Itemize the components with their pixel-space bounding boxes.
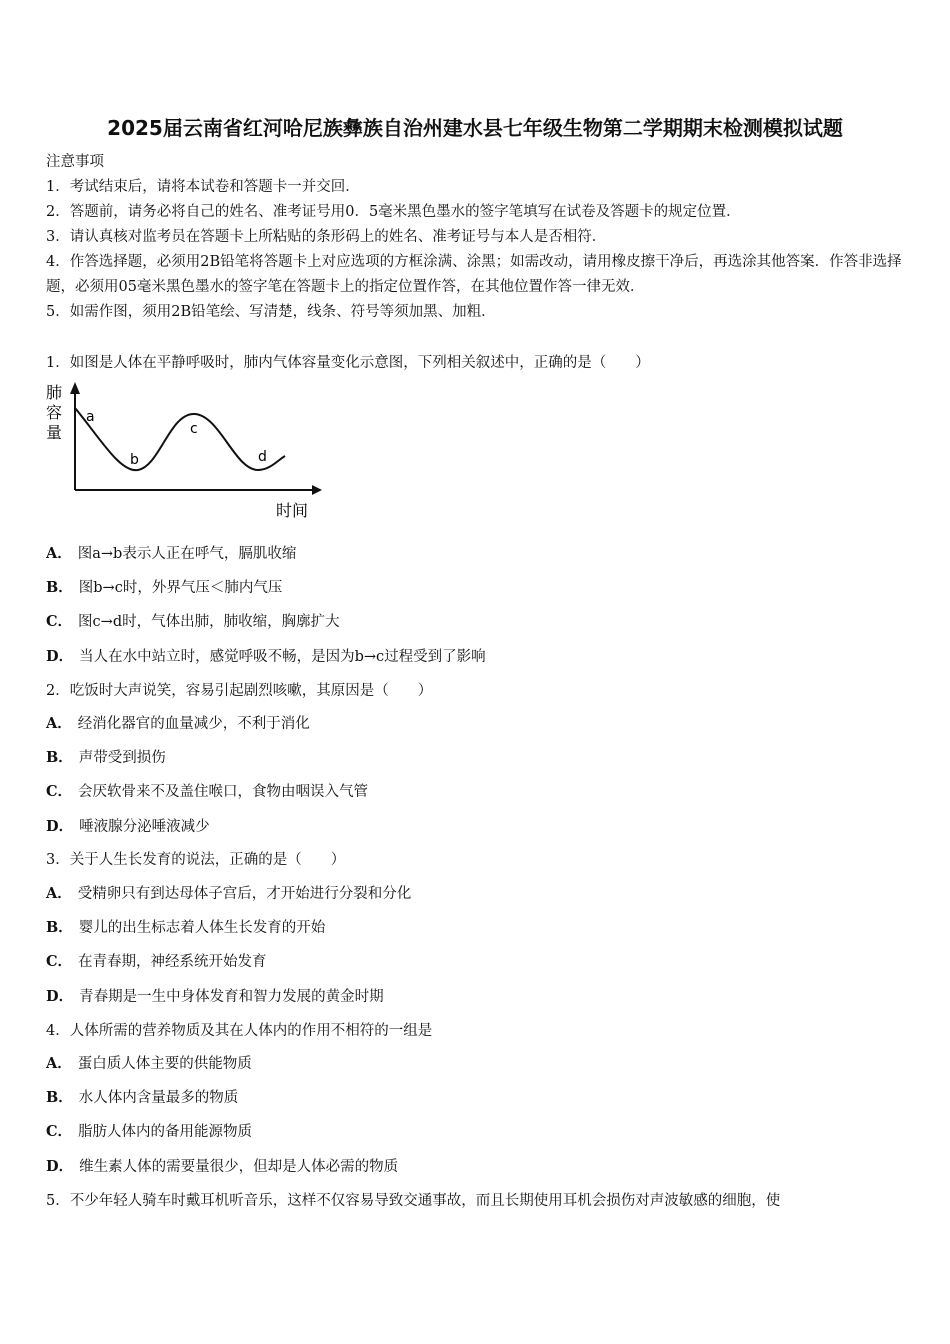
option [46, 1086, 238, 1107]
notice-item: 3．请认真核对监考员在答题卡上所粘贴的条形码上的姓名、准考证号与本人是否相符． [46, 229, 607, 245]
point-label-d: d [258, 449, 267, 465]
y-label-char: 容 [46, 403, 63, 422]
option [46, 1155, 398, 1176]
option-text: 青春期是一生中身体发育和智力发展的黄金时期 [79, 989, 384, 1005]
option-text: 当人在水中站立时，感觉呼吸不畅，是因为b→c过程受到了影响 [79, 649, 486, 665]
option-label: B． [46, 1089, 73, 1106]
lung-volume-figure [40, 378, 330, 524]
question-5-stem: 5．不少年轻人骑车时戴耳机听音乐，这样不仅容易导致交通事故，而且长期使用耳机会损伤对声波敏感的细胞，使 [46, 1193, 781, 1209]
y-label-char: 量 [46, 423, 63, 442]
notice-item: 4．作答选择题，必须用2B铅笔将答题卡上对应选项的方框涂满、涂黑；如需改动，请用橡皮擦干净后，再选涂其他答案．作答非选择题，必须用05毫米黑色墨水的签字笔在答题卡上的指定位置作答，在其他位置作答一律无效． [46, 254, 902, 295]
question-4-stem: 4．人体所需的营养物质及其在人体内的作用不相符的一组是 [46, 1023, 433, 1039]
point-label-b: b [130, 452, 139, 468]
option-label: A． [46, 715, 72, 732]
option-text: 水人体内含量最多的物质 [78, 1090, 239, 1106]
option-text: 声带受到损伤 [78, 750, 166, 766]
notice-item: 2．答题前，请务必将自己的姓名、准考证号用0．5毫米黑色墨水的签字笔填写在试卷及答题卡的规定位置． [46, 204, 741, 220]
option-text: 脂肪人体内的备用能源物质 [78, 1124, 253, 1140]
option-label: A． [46, 885, 72, 902]
point-label-c: c [190, 421, 198, 437]
option-text: 经消化器官的血量减少，不利于消化 [77, 716, 310, 732]
option-label: D． [46, 988, 74, 1005]
option [46, 746, 166, 767]
option [46, 712, 310, 733]
question-3-stem: 3．关于人生长发育的说法，正确的是（ ） [46, 852, 346, 868]
option-label: D． [46, 1158, 74, 1175]
option-text: 图b→c时，外界气压＜肺内气压 [78, 580, 283, 596]
option [46, 985, 384, 1006]
option-label: B． [46, 749, 73, 766]
option-label: C． [46, 953, 73, 970]
option-label: A． [46, 1055, 72, 1072]
option-label: B． [46, 579, 73, 596]
option [46, 1120, 252, 1141]
question-2-stem: 2．吃饭时大声说笑，容易引起剧烈咳嗽，其原因是（ ） [46, 683, 433, 699]
option [46, 882, 411, 903]
notice-heading: 注意事项 [46, 154, 104, 170]
option-label: D． [46, 818, 74, 835]
option [46, 610, 340, 631]
option-text: 蛋白质人体主要的供能物质 [77, 1056, 252, 1072]
option-text: 唾液腺分泌唾液减少 [79, 819, 210, 835]
option-text: 婴儿的出生标志着人体生长发育的开始 [78, 920, 326, 936]
y-label-char: 肺 [46, 383, 63, 402]
option [46, 576, 282, 597]
option-text: 图a→b表示人正在呼气，膈肌收缩 [77, 546, 297, 562]
point-label-a: a [86, 409, 95, 425]
option [46, 780, 368, 801]
option-label: D． [46, 648, 74, 665]
option [46, 916, 325, 937]
x-label: 时间 [276, 501, 309, 520]
option-label: C． [46, 783, 73, 800]
option [46, 1052, 252, 1073]
option-text: 受精卵只有到达母体子宫后，才开始进行分裂和分化 [77, 886, 412, 902]
document-title: 2025届云南省红河哈尼族彝族自治州建水县七年级生物第二学期期末检测模拟试题 [107, 116, 843, 140]
option-text: 在青春期，神经系统开始发育 [78, 954, 267, 970]
option [46, 645, 486, 666]
option-label: C． [46, 1123, 73, 1140]
option [46, 542, 296, 563]
question-1-stem: 1．如图是人体在平静呼吸时，肺内气体容量变化示意图，下列相关叙述中，正确的是（ ） [46, 355, 650, 371]
option-text: 图c→d时，气体出肺，肺收缩，胸廓扩大 [78, 614, 340, 630]
notice-item: 1．考试结束后，请将本试卷和答题卡一并交回． [46, 179, 360, 195]
option [46, 815, 210, 836]
notice-section [46, 150, 906, 325]
y-axis-arrow [70, 382, 80, 394]
option-label: B． [46, 919, 73, 936]
option-label: A． [46, 545, 72, 562]
x-axis-arrow [312, 485, 322, 495]
option [46, 950, 267, 971]
notice-item: 5．如需作图，须用2B铅笔绘、写清楚，线条、符号等须加黑、加粗． [46, 304, 496, 320]
option-text: 会厌软骨来不及盖住喉口，食物由咽误入气管 [78, 784, 369, 800]
lung-volume-curve [75, 408, 285, 470]
option-label: C． [46, 613, 73, 630]
option-text: 维生素人体的需要量很少，但却是人体必需的物质 [79, 1159, 399, 1175]
